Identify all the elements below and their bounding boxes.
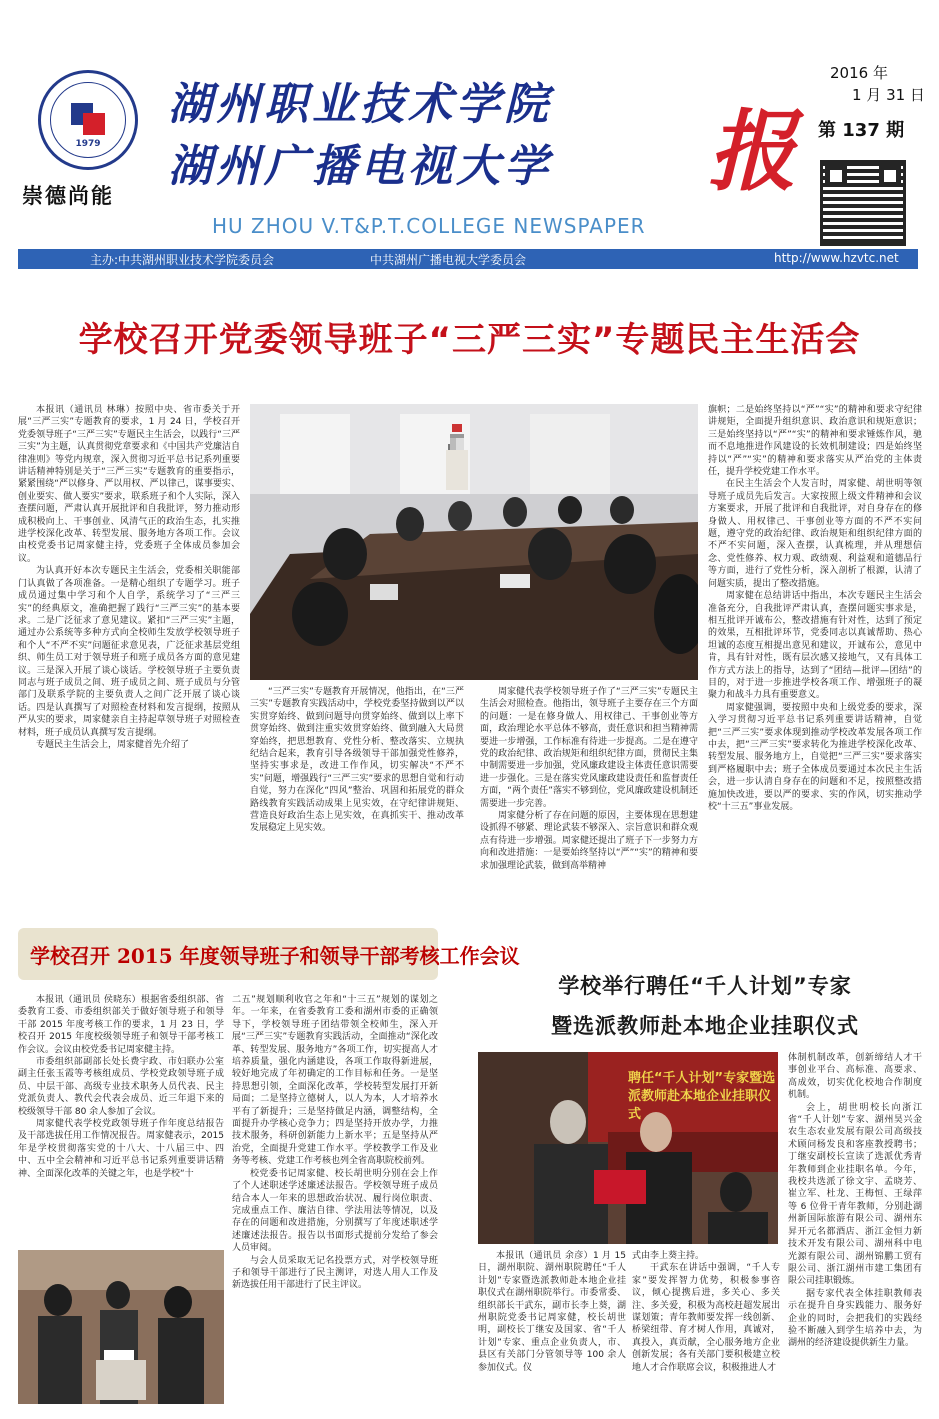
logo-year: 1979 <box>75 139 101 149</box>
paragraph: 体制机制改革，创新缔结人才干事创业平台、高标准、高要求、高成效，切实优化校地合作制度机制。 <box>788 1053 922 1101</box>
article2-col2 <box>232 994 438 1398</box>
sponsor-2: 中共湖州广播电视大学委员会 <box>370 253 527 267</box>
issue-number: 第 137 期 <box>818 120 905 141</box>
paragraph: 本报讯（通讯员 林琳）按照中央、省市委关于开展“三严三实”专题教育的要求，1 月 24 日，学校召开党委领导班子“三严三实”专题民主生活会，以践行“三严三实”为主题，认真贯彻党章要求和《中国共产党廉洁自律准则》等党内规章，深入贯彻习近平总书记系列重要讲话精神特别是关于“三严三实”专题教育的重要指示，紧紧围绕“严以修身、严以用权、严以律己，谋事要实、创业要实、做人要实”要求，联系班子和个人实际，深入查摆问题，严肃认真开展批评和自我批评，努力推动形成积极向上、干事创业、风清气正的政治生态，扎实推进学校深化改革、转型发展、服务地方各项工作。会议由校党委书记周家健主持，党委班子全体成员参加会议。 <box>18 405 240 564</box>
article3-col3 <box>788 1052 922 1402</box>
paragraph: 二五”规划顺利收官之年和“十三五”规划的谋划之年。一年来，在省委教育工委和湖州市委的正确领导下，学校领导班子团结带领全校师生，深入开展“三严三实”专题教育实践活动，全面推动“深化改革、转型发展、服务地方”各项工作，切实提高人才培养质量，强化内涵建设，各项工作取得新进展，较好地完成了年初确定的工作目标和任务。一是坚持思想引领，全面深化改革，学校转型发展打开新局面；二是坚持立德树人，以人为本，人才培养水平有了新提升；三是坚持做足内涵，调整结构，全面提升办学核心竞争力；四是坚持开放办学，力推技术服务，科研创新能力上新水平；五是坚持从严治党，全面提升党建工作水平。学校教学工作及业务等考核、党建工作考核也列全省高职院校前列。 <box>232 995 438 1167</box>
paragraph: 式由李上葵主持。 <box>632 1251 705 1261</box>
paragraph: 会上，胡世明校长向浙江省“千人计划”专家、湖州昊兴金农生态农业发展有限公司高级技术顾问杨发良和客座教授聘书；丁继安副校长宣读了选派优秀青年教师到企业挂职名单。今年，我校共选派了徐文宇、孟晓芳、崔立军、杜龙、王梅恒、王绿萍等 6 位骨干青年教师，分别赴湖州新国际旅游有限公司、湖州东昇开元名都酒店、浙江金恒力新技术开发有限公司、湖州科中电光源有限公司、湖州锦鹏工贸有限公司、浙江湖州市建工集团有限公司挂职锻炼。 <box>788 1102 922 1287</box>
article1-col2 <box>250 686 464 900</box>
issue-date-day: 1 月 31 日 <box>852 86 925 104</box>
article1-meeting-photo <box>250 404 698 680</box>
masthead-title-suffix: 报 <box>708 99 797 203</box>
sponsor-1: 主办:中共湖州职业技术学院委员会 <box>90 253 275 267</box>
paragraph: 专题民主生活会上，周家健首先介绍了 <box>36 739 190 750</box>
article3-col1 <box>478 1250 626 1400</box>
sponsor-bar <box>18 249 918 269</box>
college-logo <box>38 70 138 170</box>
article1-col1 <box>18 404 240 912</box>
qr-code-icon <box>820 160 906 246</box>
paragraph: 市委组织部副部长处长费宇政、市妇联办公室副主任张玉霞等考核组成员、学校党政领导班子成员、中层干部、高级专业技术职务人员代表、民主党派负责人、教代会代表会成员、近三年退下来的校级领导干部 80 余人参加了会议。 <box>18 1057 224 1117</box>
masthead-title-line1: 湖州职业技术学院 <box>168 79 552 130</box>
article2-headline-box <box>18 928 520 980</box>
article3-ceremony-photo <box>478 1052 778 1244</box>
paragraph: 为认真开好本次专题民主生活会，党委相关职能部门认真做了各项准备。一是精心组织了专题学习。班子成员通过集中学习和个人自学，系统学习了“三严三实”的经典原文，准确把握了践行“三严三实”的基本要求。二是广泛征求了意见建议。紧扣“三严三实”主题，通过办公系统等多种方式向全校师生发放学校领导班子和个人“不严不实”问题征求意见表，广泛征求基层党组织、师生员工对于领导班子和班子成员各方面的意见建议。三是深入开展了谈心谈话。学校领导班子主要负责同志与班子成员之间、班子成员之间、班子成员与分管部门及联系学院的主要负责人之间广泛开展了谈心谈话。四是认真撰写了对照检查材料和发言提纲，按照从严从实的要求，周家健亲自主持起草领导班子对照检查材料，班子成员认真撰写发言提纲。 <box>18 566 240 738</box>
paragraph: 与会人员采取无记名投票方式，对学校领导班子和领导干部进行了民主测评，对选人用人工作及新选拔任用干部进行了民主评议。 <box>232 1255 438 1291</box>
article2-headline: 学校召开 2015 年度领导班子和领导干部考核工作会议 <box>30 944 520 968</box>
motto: 崇德尚能 <box>22 183 114 208</box>
article1-col3 <box>480 686 698 932</box>
paragraph: 据专家代表全体挂职教师表示在提升自身实践能力、服务好企业的同时，会把我们的实践经验不断融入到学生培养中去，为湖州的经济建设提供新生力量。 <box>788 1288 922 1349</box>
article3-col2 <box>632 1250 780 1400</box>
article3-headline-line2: 暨选派教师赴本地企业挂职仪式 <box>551 1014 859 1038</box>
paragraph: 周家健代表学校党政领导班子作年度总结报告及干部选拔任用工作情况报告。周家健表示，2015 年是学校贯彻落实党的十八大、十八届三中、四中、五中全会精神和习近平总书记系列重要讲话精神、全面深化改革的关键之年，也是学校“十 <box>18 1119 224 1179</box>
logo-red-square <box>83 113 105 135</box>
article3-headline-line1: 学校举行聘任“千人计划”专家 <box>558 974 852 998</box>
paragraph: 校党委书记周家健、校长胡世明分别在会上作了个人述职述学述廉述法报告。学校领导班子成员结合本人一年来的思想政治状况、履行岗位职责、完成重点工作、廉洁自律、学法用法等情况，以及存在的问题和改进措施，分别撰写了年度述职述学述廉述法报告。报告以书面形式提前分发给了参会人员审阅。 <box>232 1168 438 1254</box>
paragraph: 本报讯（通讯员 侯晓东）根据省委组织部、省委教育工委、市委组织部关于做好领导班子和领导干部 2015 年度考核工作的要求，1 月 23 日，学校召开 2015 年度校级领导班子和领导干部考核工作会议。会议由校党委书记周家健主持。 <box>18 995 224 1055</box>
issue-date-year: 2016 年 <box>830 64 888 82</box>
article1-headline: 学校召开党委领导班子“三严三实”专题民主生活会 <box>78 320 861 360</box>
paragraph: 周家健在总结讲话中指出，本次专题民主生活会准备充分，自我批评严肃认真，查摆问题实事求是，相互批评开诚布公，整改措施有针对性，达到了预定的效果，互相批评环节，党委同志以真诚帮助、热心坦诚的态度互相提出意见和建议，开诚布公，意见中肯，具有针对性，既有层次感又接地气，又有具体工作方式方法上的指导，达到了“团结—批评—团结”的目的，对于进一步推进学校各项工作、增强班子的凝聚力和战斗力具有重要意义。 <box>708 591 922 701</box>
website-link[interactable]: http://www.hzvtc.net <box>774 251 899 265</box>
paragraph: 干武东在讲话中强调，“千人专家”要发挥智力优势，积极参事咨议，倾心提携后进，多关心、多关注、多关爱，积极为高校赶超发展出谋划策；青年教师要发挥一线创新、桥梁纽带、育才树人作用，真诚对，真投入，真贡献，全心服务地方企业创新发展；各有关部门要积极建立校地人才合作联席会议，积极推进人才 <box>632 1263 780 1373</box>
voting-photo-illustration <box>18 1250 224 1404</box>
article2-voting-photo <box>18 1250 224 1404</box>
paragraph: 在民主生活会个人发言时，周家健、胡世明等领导班子成员先后发言。大家按照上级文件精神和会议方案要求，开展了批评和自我批评，对自身存在的修身做人、用权律己、干事创业等方面的不严不实问题，遵守党的政治纪律、政治规矩和组织纪律方面的不严不实问题，深入查摆，认真梳理，并从理想信念、党性修养、权力观、政绩观、利益观和道德品行等方面，进行了党性分析，深入剖析了根源，认清了问题实质，提出了整改措施。 <box>708 479 922 589</box>
meeting-photo-illustration <box>250 404 698 680</box>
paragraph: 本报讯（通讯员 余彦）1 月 15 日，湖州职院、湖州职院聘任“千人计划”专家暨选派教师赴本地企业挂职仪式在湖州职院举行。市委常委、组织部长干武东，副市长李上葵，湖州职院党委书记周家健，校长胡世明，副校长丁继安及国家、省“千人计划”专家、重点企业负责人，市、县区有关部门分管领导等 100 余人参加仪式。仪 <box>478 1251 626 1373</box>
paragraph: 周家健分析了存在问题的原因，主要体现在思想建设抓得不够紧、理论武装不够深入、宗旨意识和群众观点有待进一步增强。周家健还提出了班子下一步努力方向和改进措施：一是要始终坚持以“严”“实”的精神和要求加强理论武装，做到高举精神 <box>480 811 698 871</box>
paragraph: 旗帜；二是始终坚持以“严”“实”的精神和要求守纪律讲规矩，全面提升组织意识、政治意识和规矩意识；三是始终坚持以“严”“实”的精神和要求锤炼作风，驰而不息地推进作风建设的长效机制建设；四是始终坚持以“严”“实”的精神和要求落实从严治党的主体责任，提升学校党建工作水平。 <box>708 405 922 478</box>
ceremony-banner-text: 聘任“千人计划”专家暨选派教师赴本地企业挂职仪式 <box>628 1071 776 1122</box>
article2-col1 <box>18 994 224 1244</box>
article1-col4 <box>708 404 922 934</box>
paragraph: 周家健强调，要按照中央和上级党委的要求，深入学习贯彻习近平总书记系列重要讲话精神，自觉把“三严三实”要求体现到推动学校改革发展各项工作中去，把“三严三实”要求转化为推进学校深化改革、转型发展、服务地方上，自觉把“三严三实”要求落实到严格履职中去；班子全体成员要通过本次民主生活会，进一步认清自身存在的问题和不足，按照整改措施加快改进，要以严的要求、实的作风，切实推动学校“十三五”事业发展。 <box>708 702 922 812</box>
paragraph: “三严三实”专题教育开展情况，他指出，在“三严三实”专题教育实践活动中，学校党委坚持做到以严以实贯穿始终、做到问题导向贯穿始终、做到以上率下贯穿始终、做到注重实效贯穿始终、做到融入大局贯穿始终，把思想教育、党性分析、整改落实、立规执纪结合起来，教育引导各级领导干部加强党性修养，坚持实事求是，改进工作作风，切实解决“不严不实”问题，增强践行“三严三实”要求的思想自觉和行动自觉，努力在深化“四风”整治、巩固和拓展党的群众路线教育实践活动成果上见实效，在守纪律讲规矩、营造良好政治生态上见实效，在真抓实干、推动改革发展稳定上见实效。 <box>250 687 464 834</box>
masthead-english-title: HU ZHOU V.T&P.T.COLLEGE NEWSPAPER <box>212 214 646 238</box>
paragraph: 周家健代表学校领导班子作了“三严三实”专题民主生活会对照检查。他指出，领导班子主要存在三个方面的问题：一是在修身做人、用权律己、干事创业等方面，政治理论水平总体不够高，责任意识和担当精神需要进一步增强，工作标准有待进一步提高。二是在遵守党的政治纪律、政治规矩和组织纪律方面，贯彻民主集中制需要进一步加强，党风廉政建设主体责任意识需要进一步强化。三是在落实党风廉政建设责任和监督责任方面，“两个责任”落实不够到位，党风廉政建设机制还需要进一步完善。 <box>480 687 698 809</box>
masthead-title-line2: 湖州广播电视大学 <box>168 141 552 192</box>
